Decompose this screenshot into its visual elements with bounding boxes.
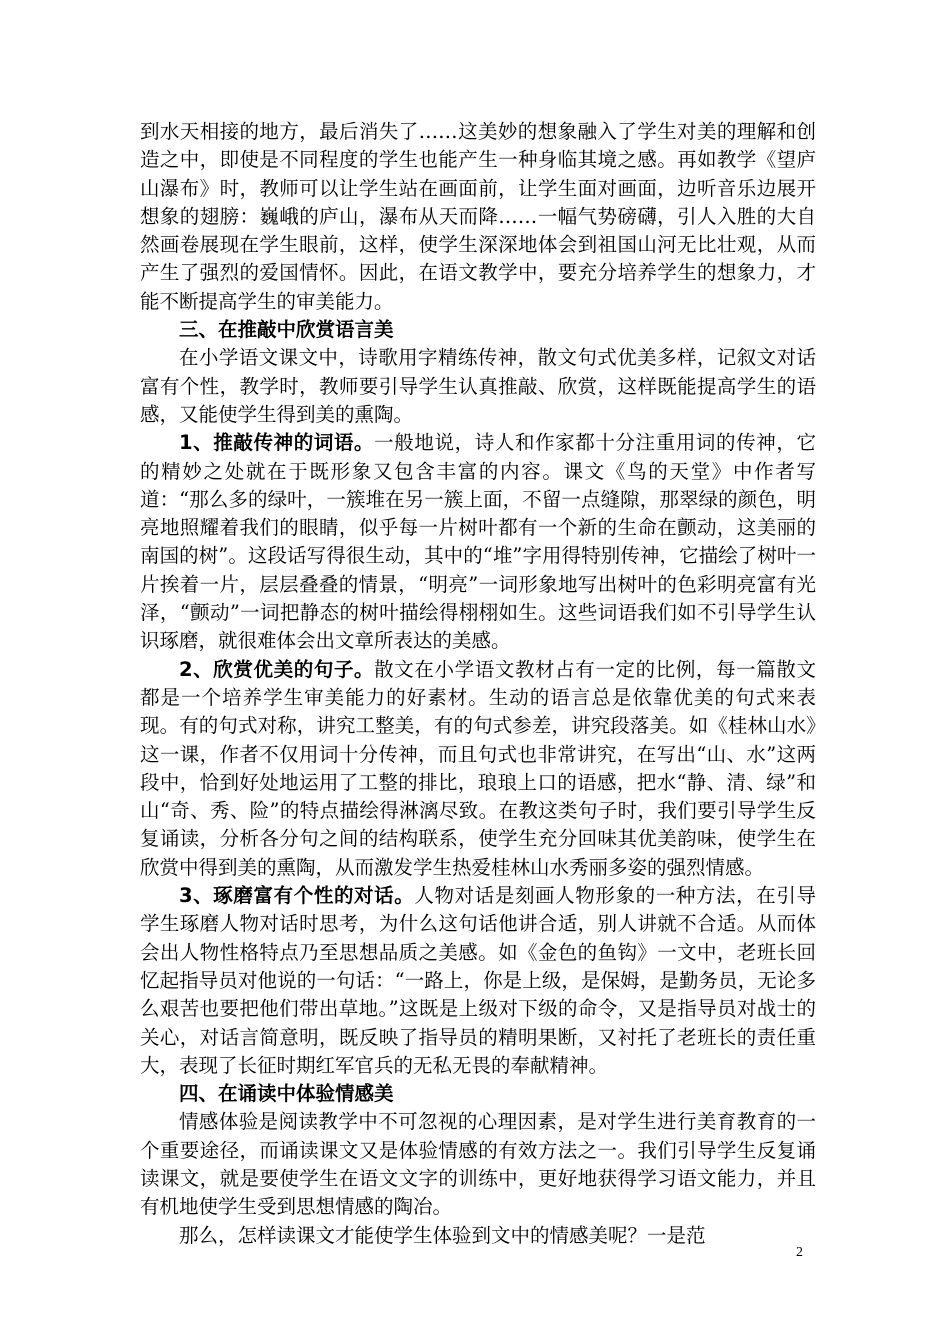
subsection-words xyxy=(140,429,816,655)
section-heading-4: 四、在诵读中体验情感美 xyxy=(179,1082,394,1106)
paragraph-reading-question: 那么，怎样读课文才能使学生体验到文中的情感美呢？一是范 xyxy=(179,1223,706,1247)
section-heading-3: 三、在推敲中欣赏语言美 xyxy=(179,318,394,342)
subsection-title-words: 1、推敲传神的词语。 xyxy=(179,431,375,455)
subsection-text-sentences: 散文在小学语文教材占有一定的比例，每一篇散文都是一个培养学生审美能力的好素材。生动的语言总是依靠优美的句式来表现。有的句式对称，讲究工整美，有的句式参差，讲究段落美。如《桂林山水》这一课，作者不仅用词十分传神，而且句式也非常讲究，在写出“山、水”这两段中，恰到好处地运用了工整的排比，琅琅上口的语感，把水“静、清、绿”和山“奇、秀、险”的特点描绘得淋漓尽致。在教这类句子时，我们要引导学生反复诵读，分析各分句之间的结构联系，使学生充分回味其优美韵味，使学生在欣赏中得到美的熏陶，从而激发学生热爱桂林山水秀丽多姿的强烈情感。 xyxy=(140,657,816,879)
page-number: 2 xyxy=(796,1245,803,1260)
subsection-title-dialogue: 3、琢磨富有个性的对话。 xyxy=(179,884,415,908)
subsection-text-words: 一般地说，诗人和作家都十分注重用词的传神，它的精妙之处就在于既形象又包含丰富的内容。课文《鸟的天堂》中作者写道：“那么多的绿叶，一簇堆在另一簇上面，不留一点缝隙，那翠绿的颜色，明亮地照耀着我们的眼睛，似乎每一片树叶都有一个新的生命在颤动，这美丽的南国的树”。这段话写得很生动，其中的“堆”字用得特别传神，它描绘了树叶一片挨着一片，层层叠叠的情景，“明亮”一词形象地写出树叶的色彩明亮富有光泽，“颤动”一词把静态的树叶描绘得栩栩如生。这些词语我们如不引导学生认识琢磨，就很难体会出文章所表达的美感。 xyxy=(140,431,816,653)
document-body xyxy=(140,118,816,1250)
subsection-text-dialogue: 人物对话是刻画人物形象的一种方法，在引导学生琢磨人物对话时思考，为什么这句话他讲合适，别人讲就不合适。从而体会出人物性格特点乃至思想品质之美感。如《金色的鱼钩》一文中，老班长回忆起指导员对他说的一句话：“一路上，你是上级，是保姆，是勤务员，无论多么艰苦也要把他们带出草地。”这既是上级对下级的命令，又是指导员对战士的关心，对话言简意明，既反映了指导员的精明果断，又衬托了老班长的责任重大，表现了长征时期红军官兵的无私无畏的奉献精神。 xyxy=(140,884,816,1077)
paragraph-emotion-intro: 情感体验是阅读教学中不可忽视的心理因素，是对学生进行美育教育的一个重要途径，而诵读课文又是体验情感的有效方法之一。我们引导学生反复诵读课文，就是要使学生在语文文字的训练中，更好地获得学习语文能力，并且有机地使学生受到思想情感的陶冶。 xyxy=(140,1110,816,1219)
subsection-title-sentences: 2、欣赏优美的句子。 xyxy=(179,657,375,681)
paragraph-language-intro: 在小学语文课文中，诗歌用字精练传神，散文句式优美多样，记叙文对话富有个性，教学时，教师要引导学生认真推敲、欣赏，这样既能提高学生的语感，又能使学生得到美的熏陶。 xyxy=(140,346,816,426)
subsection-sentences xyxy=(140,656,816,882)
subsection-dialogue xyxy=(140,882,816,1080)
paragraph-imagination-conclusion: 到水天相接的地方，最后消失了……这美妙的想象融入了学生对美的理解和创造之中，即使是不同程度的学生也能产生一种身临其境之感。再如教学《望庐山瀑布》时，教师可以让学生站在画面前，让学生面对画面，边听音乐边展开想象的翅膀：巍峨的庐山，瀑布从天而降……一幅气势磅礴，引人入胜的大自然画卷展现在学生眼前，这样，使学生深深地体会到祖国山河无比壮观，从而产生了强烈的爱国情怀。因此，在语文教学中，要充分培养学生的想象力，才能不断提高学生的审美能力。 xyxy=(140,120,816,313)
